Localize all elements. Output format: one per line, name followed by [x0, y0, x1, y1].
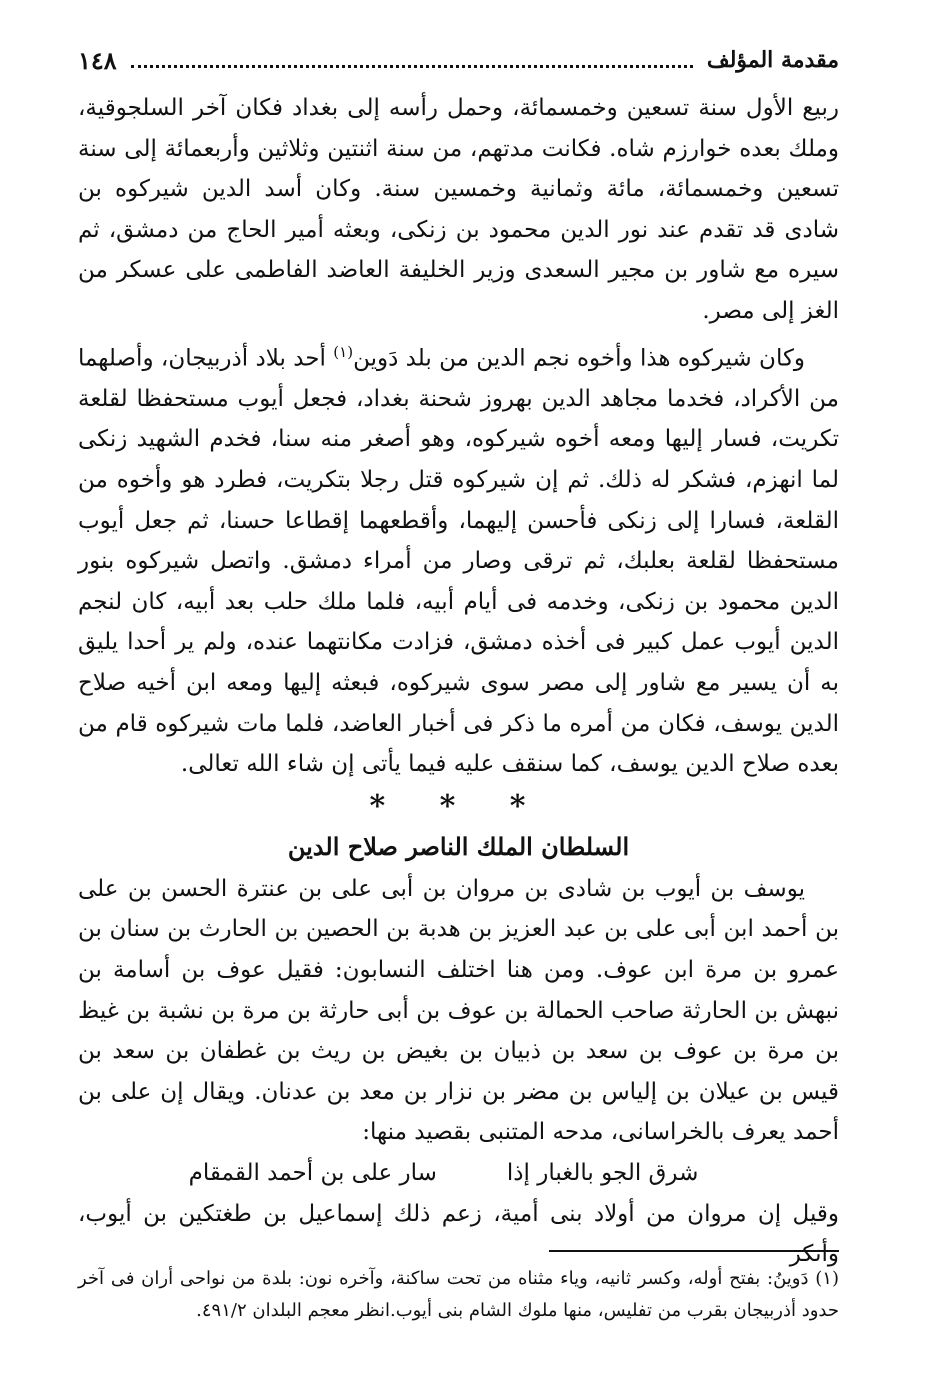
running-header [78, 40, 839, 80]
footnote-marker: (١) [333, 342, 354, 361]
section-separator: * * * [369, 788, 548, 824]
header-section-title: مقدمة المؤلف [706, 47, 839, 73]
page-number: ١٤٨ [78, 45, 117, 75]
paragraph-2-part-2: أحد بلاد أذربيجان، وأصلهما من الأكراد، فخدما مجاهد الدين بهروز شحنة بغداد، فجعل أيوب مستحفظا لقلعة تكريت، فسار إليها ومعه أخوه شيركوه، وهو أصغر منه سنا، فخدم الشهيد زنكى لما انهزم، فشكر له ذلك. ثم إن شيركوه قتل رجلا بتكريت، فطرد هو وأخوه من القلعة، فسارا إلى زنكى فأحسن إليهما، وأقطعهما إقطاعا حسنا، ثم جعل أيوب مستحفظا لقلعة بعلبك، ثم ترقى وصار من أمراء دمشق. واتصل شيركوه بنور الدين محمود بن زنكى، وخدمه فى أيام أبيه، فلما ملك حلب بعد أبيه، كان لنجم الدين أيوب عمل كبير فى أخذه دمشق، فزادت مكانتهما عنده، ولم ير أحدا يليق به أن يسير مع شاور إلى مصر سوى شيركوه، فبعثه إليها ومعه ابن أخيه صلاح الدين يوسف، فكان من أمره ما ذكر فى أخبار العاضد، فلما مات شيركوه قام من بعده صلاح الدين يوسف، كما سنقف عليه فيما يأتى إن شاء الله تعالى. [78, 345, 839, 778]
footnotes [78, 1263, 839, 1327]
verse-second-hemistich: سار على بن أحمد القمقام [188, 1159, 437, 1186]
footnote-divider [549, 1250, 839, 1252]
header-dotted-leader [131, 65, 693, 68]
paragraph-2-part-1: وكان شيركوه هذا وأخوه نجم الدين من بلد دَوين [353, 345, 806, 372]
paragraph-4: وقيل إن مروان من أولاد بنى أمية، زعم ذلك إسماعيل بن طغتكين بن أيوب، وأنكر [78, 1200, 839, 1268]
footnote-1: (١) دَوينُ: بفتح أوله، وكسر ثانيه، وياء مثناه من تحت ساكنة، وآخره نون: بلدة من نواحى أران فى آخر حدود أذربيجان بقرب من تفليس، منها ملوك الشام بنى أيوب.انظر معجم البلدان ٤٩١/٢. [78, 1268, 839, 1321]
poetry-verse [78, 1153, 839, 1194]
verse-first-hemistich: شرق الجو بالغبار إذا [506, 1159, 699, 1186]
section-heading: السلطان الملك الناصر صلاح الدين [287, 831, 630, 861]
paragraph-3: يوسف بن أيوب بن شادى بن مروان بن أبى على بن عنترة الحسن بن على بن أحمد ابن أبى على بن عبد العزيز بن هدبة بن الحصين بن الحارث بن سنان بن عمرو بن مرة ابن عوف. ومن هنا اختلف النسابون: فقيل عوف بن أسامة بن نبهش بن الحارثة صاحب الحمالة بن عوف بن أبى حارثة بن مرة بن نشبة بن غيظ بن مرة بن عوف بن سعد بن ذبيان بن بغيض بن ريث بن غطفان بن سعد بن قيس بن عيلان بن إلياس بن مضر بن نزار بن معد بن عدنان. ويقال إن على بن أحمد يعرف بالخراسانى، مدحه المتنبى بقصيد منها: [78, 875, 839, 1146]
paragraph-2 [78, 332, 839, 785]
main-text [78, 88, 839, 1275]
paragraph-1: ربيع الأول سنة تسعين وخمسمائة، وحمل رأسه إلى بغداد فكان آخر السلجوقية، وملك بعده خوارزم شاه. فكانت مدتهم، من سنة اثنتين وثلاثين وأربعمائة إلى سنة تسعين وخمسمائة، مائة وثمانية وخمسين سنة. وكان أسد الدين شيركوه بن شادى قد تقدم عند نور الدين محمود بن زنكى، وبعثه أمير الحاج من دمشق، ثم سيره مع شاور بن مجير السعدى وزير الخليفة العاضد الفاطمى على عسكر من الغز إلى مصر. [78, 95, 839, 324]
